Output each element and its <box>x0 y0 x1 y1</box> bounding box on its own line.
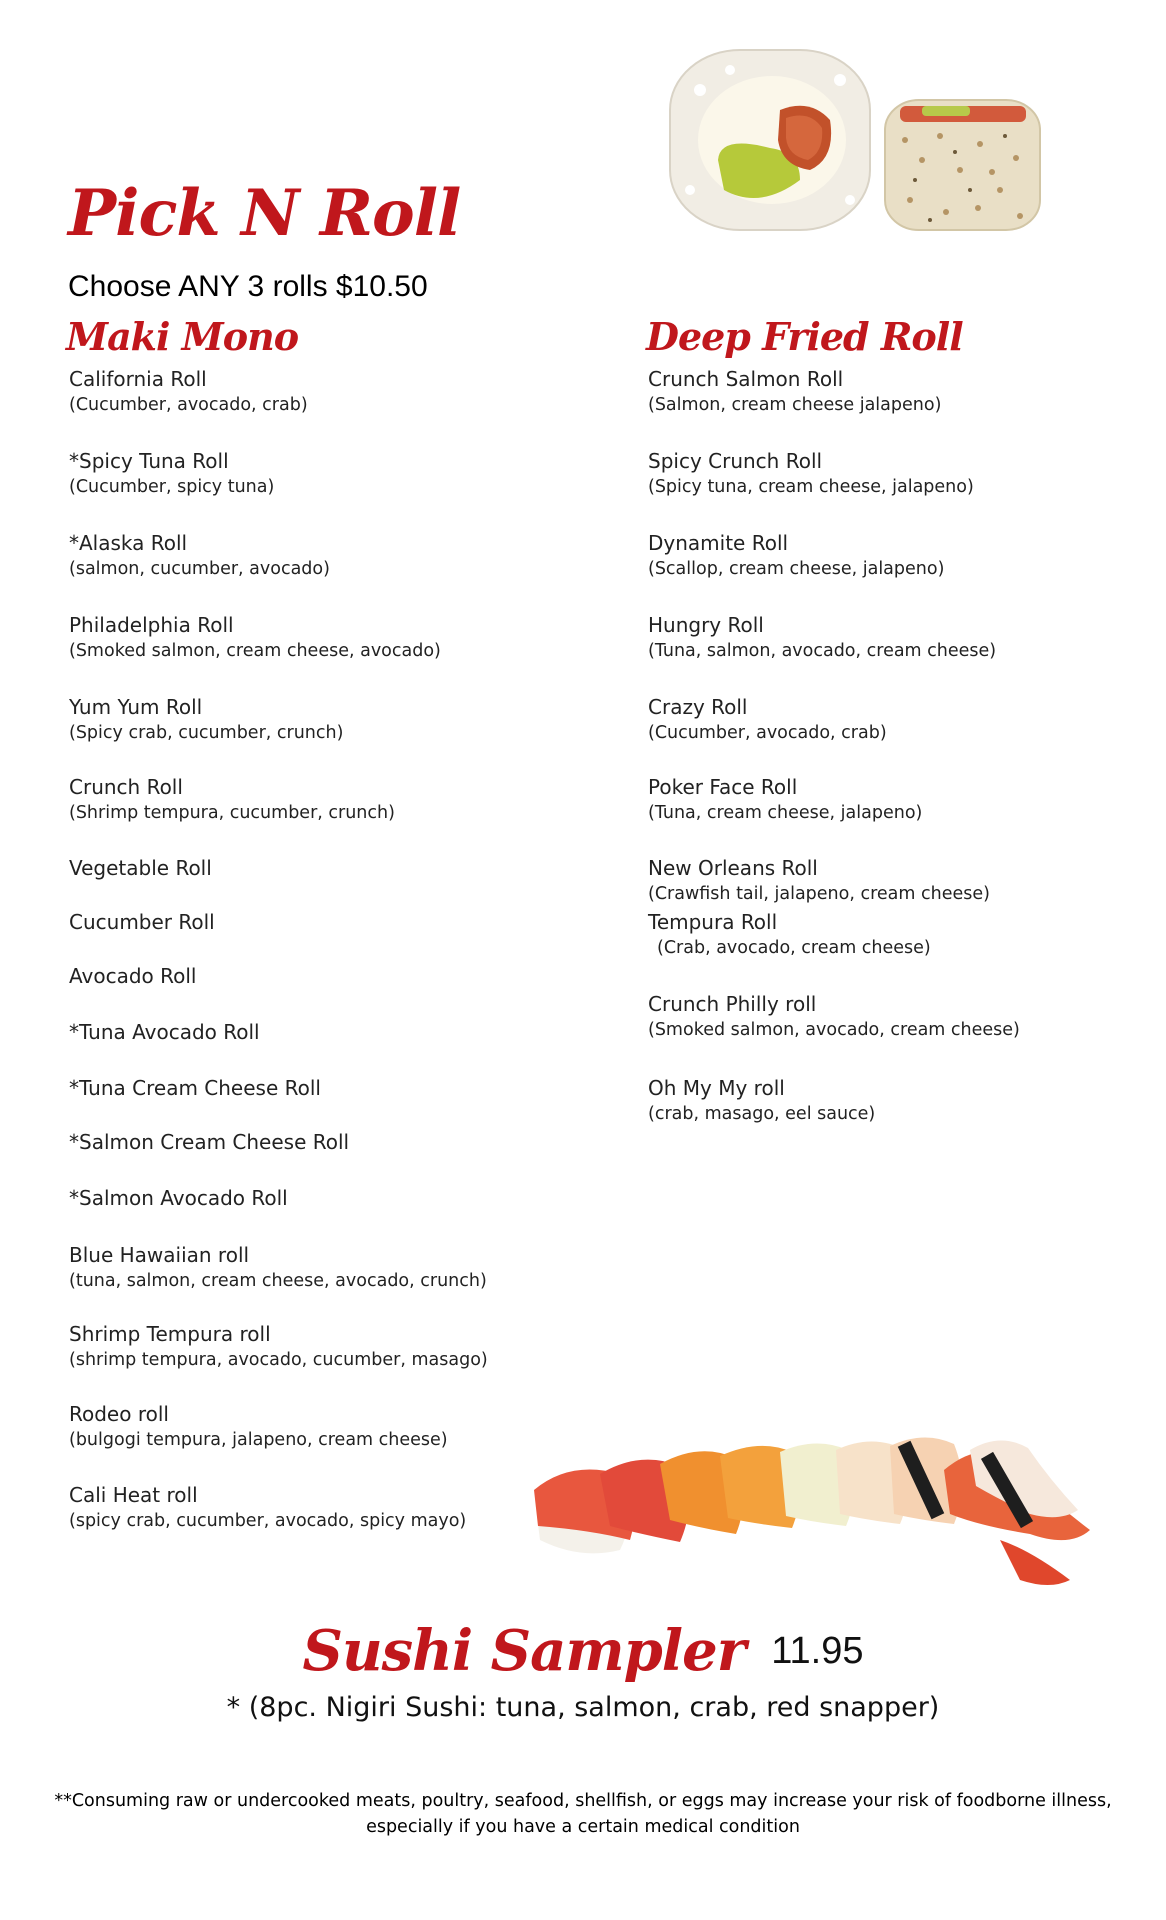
item-description: (Salmon, cream cheese jalapeno) <box>648 395 942 415</box>
menu-item <box>69 1321 589 1373</box>
menu-item <box>69 1185 589 1211</box>
menu-item <box>69 963 589 989</box>
nigiri-sushi-image <box>530 1430 1100 1600</box>
menu-title: Pick N Roll <box>68 176 461 251</box>
menu-item <box>69 612 589 664</box>
item-name: Crunch Salmon Roll <box>648 367 844 391</box>
menu-item <box>69 448 589 500</box>
health-disclaimer <box>40 1788 1126 1840</box>
menu-item <box>648 1075 1108 1127</box>
item-description: (salmon, cucumber, avocado) <box>69 559 330 579</box>
item-description: (bulgogi tempura, jalapeno, cream cheese) <box>69 1430 448 1450</box>
item-description: (crab, masago, eel sauce) <box>648 1104 876 1124</box>
item-name: Yum Yum Roll <box>69 695 203 719</box>
item-name: *Salmon Cream Cheese Roll <box>69 1130 350 1154</box>
menu-item <box>69 366 589 418</box>
menu-item <box>69 1129 589 1155</box>
item-description: (tuna, salmon, cream cheese, avocado, crunch) <box>69 1271 487 1291</box>
sushi-sampler <box>0 1618 1166 1684</box>
item-description: (Scallop, cream cheese, jalapeno) <box>648 559 945 579</box>
menu-item <box>69 774 589 826</box>
item-name: Poker Face Roll <box>648 775 798 799</box>
item-description: (Cucumber, spicy tuna) <box>69 477 275 497</box>
menu-item <box>69 855 589 881</box>
item-name: *Tuna Avocado Roll <box>69 1020 260 1044</box>
sesame-roll-piece <box>885 100 1040 230</box>
item-name: Dynamite Roll <box>648 531 789 555</box>
item-description: (shrimp tempura, avocado, cucumber, masago) <box>69 1350 488 1370</box>
menu-item <box>69 1482 589 1534</box>
item-name: Oh My My roll <box>648 1076 785 1100</box>
item-description: (Smoked salmon, avocado, cream cheese) <box>648 1020 1020 1040</box>
item-description: (Crab, avocado, cream cheese) <box>657 938 931 958</box>
menu-item <box>648 530 1108 582</box>
menu-item <box>69 1019 589 1045</box>
item-description: (Tuna, salmon, avocado, cream cheese) <box>648 641 997 661</box>
item-name: Hungry Roll <box>648 613 764 637</box>
item-description: (Spicy tuna, cream cheese, jalapeno) <box>648 477 974 497</box>
deep-fried-roll-heading: Deep Fried Roll <box>646 314 963 359</box>
menu-item <box>69 1075 589 1101</box>
menu-subtitle: Choose ANY 3 rolls $10.50 <box>68 270 428 303</box>
item-name: Avocado Roll <box>69 964 197 988</box>
item-name: Shrimp Tempura roll <box>69 1322 271 1346</box>
item-description: (Shrimp tempura, cucumber, crunch) <box>69 803 395 823</box>
disclaimer-line: especially if you have a certain medical condition <box>366 1817 800 1837</box>
item-name: Philadelphia Roll <box>69 613 234 637</box>
menu-item <box>648 448 1108 500</box>
menu-item <box>648 694 1108 746</box>
menu-item <box>648 991 1108 1043</box>
maki-mono-heading: Maki Mono <box>66 314 299 359</box>
item-name: Spicy Crunch Roll <box>648 449 823 473</box>
disclaimer-line: **Consuming raw or undercooked meats, poultry, seafood, shellfish, or eggs may increase your risk of foodborne illness, <box>54 1791 1112 1811</box>
item-name: Vegetable Roll <box>69 856 212 880</box>
menu-item <box>648 366 1108 418</box>
item-name: Cucumber Roll <box>69 910 215 934</box>
california-roll-piece <box>670 50 870 230</box>
item-name: Cali Heat roll <box>69 1483 198 1507</box>
menu-item <box>69 694 589 746</box>
item-name: Crunch Roll <box>69 775 183 799</box>
menu-item <box>69 1401 589 1453</box>
nigiri-row <box>534 1437 1090 1585</box>
item-name: *Spicy Tuna Roll <box>69 449 229 473</box>
item-description: (Cucumber, avocado, crab) <box>69 395 308 415</box>
item-name: Crunch Philly roll <box>648 992 817 1016</box>
item-description: (Cucumber, avocado, crab) <box>648 723 887 743</box>
item-name: Blue Hawaiian roll <box>69 1243 250 1267</box>
menu-item <box>69 530 589 582</box>
item-name: Tempura Roll <box>648 910 778 934</box>
item-description: (Spicy crab, cucumber, crunch) <box>69 723 344 743</box>
sushi-sampler-price: 11.95 <box>771 1629 864 1672</box>
item-description: (Smoked salmon, cream cheese, avocado) <box>69 641 441 661</box>
item-name: *Alaska Roll <box>69 531 188 555</box>
menu-item <box>648 612 1108 664</box>
item-description: (Tuna, cream cheese, jalapeno) <box>648 803 923 823</box>
sushi-sampler-title: Sushi Sampler <box>302 1618 746 1684</box>
item-name: Crazy Roll <box>648 695 748 719</box>
item-description: (spicy crab, cucumber, avocado, spicy mayo) <box>69 1511 467 1531</box>
sushi-roll-image <box>660 40 1050 240</box>
item-description: (Crawfish tail, jalapeno, cream cheese) <box>648 884 990 904</box>
menu-item <box>69 909 589 935</box>
menu-item <box>648 909 1108 961</box>
item-name: *Salmon Avocado Roll <box>69 1186 288 1210</box>
menu-item <box>69 1242 589 1294</box>
item-name: Rodeo roll <box>69 1402 169 1426</box>
menu-item <box>648 855 1108 907</box>
menu-item <box>648 774 1108 826</box>
item-name: New Orleans Roll <box>648 856 818 880</box>
sushi-sampler-description: * (8pc. Nigiri Sushi: tuna, salmon, crab, red snapper) <box>226 1692 940 1723</box>
item-name: *Tuna Cream Cheese Roll <box>69 1076 321 1100</box>
item-name: California Roll <box>69 367 207 391</box>
